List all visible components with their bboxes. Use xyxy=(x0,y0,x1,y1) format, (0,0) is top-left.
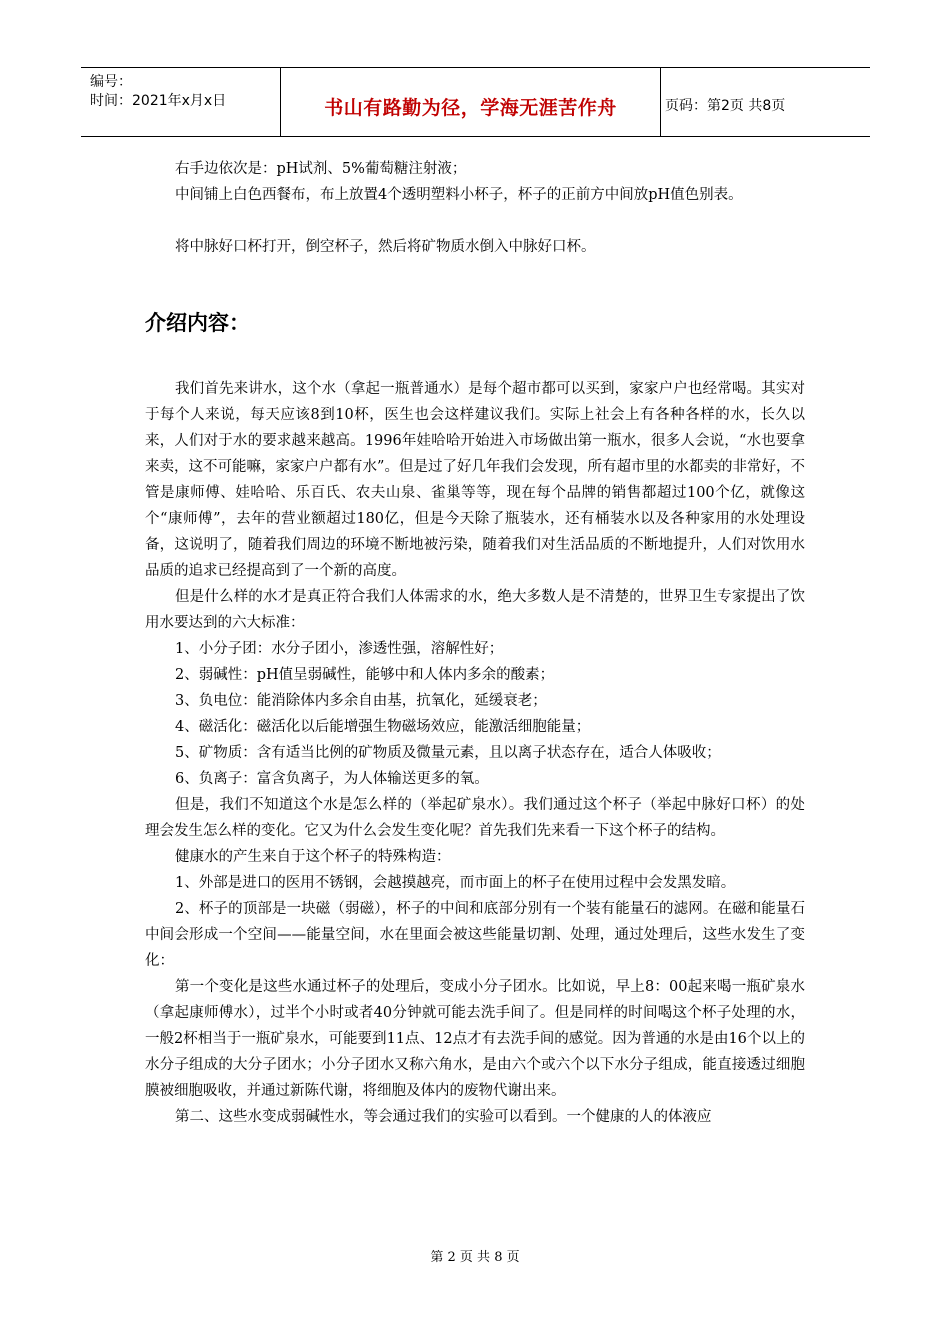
header-page-cell xyxy=(661,68,870,136)
body-paragraph: 3、负电位：能消除体内多余自由基，抗氧化，延缓衰老； xyxy=(175,693,547,709)
header-motto: 书山有路勤为径，学海无涯苦作舟 xyxy=(324,97,617,119)
intro-paragraph: 右手边依次是：pH试剂、5%葡萄糖注射液； xyxy=(175,161,467,177)
body-paragraph: 第二、这些水变成弱碱性水，等会通过我们的实验可以看到。一个健康的人的体液应 xyxy=(175,1109,712,1125)
body-paragraph: 但是什么样的水才是真正符合我们人体需求的水，绝大多数人是不清楚的，世界卫生专家提出了饮用水要达到的六大标准： xyxy=(145,589,805,631)
page-footer: 第 2 页 共 8 页 xyxy=(430,1250,520,1265)
body-paragraph: 1、小分子团：水分子团小，渗透性强，溶解性好； xyxy=(175,641,504,657)
body-paragraph: 2、杯子的顶部是一块磁（弱磁），杯子的中间和底部分别有一个装有能量石的滤网。在磁和能量石中间会形成一个空间——能量空间，水在里面会被这些能量切割、处理，通过处理后，这些水发生了变化： xyxy=(145,901,805,969)
page-header xyxy=(81,67,870,137)
header-meta-cell xyxy=(81,68,281,136)
body-paragraph: 6、负离子：富含负离子，为人体输送更多的氧。 xyxy=(175,771,489,787)
intro-paragraph: 中间铺上白色西餐布，布上放置4个透明塑料小杯子，杯子的正前方中间放pH值色别表。 xyxy=(175,187,743,203)
doc-number-label: 编号： xyxy=(90,74,132,90)
body-paragraphs xyxy=(145,376,805,1130)
document-body xyxy=(145,156,805,1130)
doc-time-label: 时间：2021年x月x日 xyxy=(90,93,227,109)
body-paragraph: 5、矿物质：含有适当比例的矿物质及微量元素，且以离子状态存在，适合人体吸收； xyxy=(175,745,721,761)
body-paragraph: 第一个变化是这些水通过杯子的处理后，变成小分子团水。比如说，早上8：00起来喝一瓶矿泉水（拿起康师傅水），过半个小时或者40分钟就可能去洗手间了。但是同样的时间喝这个杯子处理的水，一般2杯相当于一瓶矿泉水，可能要到11点、12点才有去洗手间的感觉。因为普通的水是由16个以上的水分子组成的大分子团水；小分子团水又称六角水，是由六个或六个以下水分子组成，能直接透过细胞膜被细胞吸收，并通过新陈代谢，将细胞及体内的废物代谢出来。 xyxy=(145,979,805,1099)
header-motto-cell xyxy=(281,68,661,136)
body-paragraph: 1、外部是进口的医用不锈钢，会越摸越亮，而市面上的杯子在使用过程中会发黑发暗。 xyxy=(175,875,736,891)
header-page-info: 页码：第2页 共8页 xyxy=(665,98,786,114)
body-paragraph: 但是，我们不知道这个水是怎么样的（举起矿泉水）。我们通过这个杯子（举起中脉好口杯）的处理会发生怎么样的变化。它又为什么会发生变化呢？首先我们先来看一下这个杯子的结构。 xyxy=(145,797,805,839)
pour-paragraph: 将中脉好口杯打开，倒空杯子，然后将矿物质水倒入中脉好口杯。 xyxy=(175,239,596,255)
body-paragraph: 我们首先来讲水，这个水（拿起一瓶普通水）是每个超市都可以买到，家家户户也经常喝。其实对于每个人来说，每天应该8到10杯，医生也会这样建议我们。实际上社会上有各种各样的水，长久以来，人们对于水的要求越来越高。1996年娃哈哈开始进入市场做出第一瓶水，很多人会说，“水也要拿来卖，这不可能嘛，家家户户都有水”。但是过了好几年我们会发现，所有超市里的水都卖的非常好，不管是康师傅、娃哈哈、乐百氏、农夫山泉、雀巢等等，现在每个品牌的销售都超过100个亿，就像这个“康师傅”，去年的营业额超过180亿，但是今天除了瓶装水，还有桶装水以及各种家用的水处理设备，这说明了，随着我们周边的环境不断地被污染，随着我们对生活品质的不断地提升，人们对饮用水品质的追求已经提高到了一个新的高度。 xyxy=(145,381,805,579)
section-title: 介绍内容： xyxy=(145,311,250,335)
body-paragraph: 健康水的产生来自于这个杯子的特殊构造： xyxy=(175,849,451,865)
body-paragraph: 4、磁活化：磁活化以后能增强生物磁场效应，能激活细胞能量； xyxy=(175,719,591,735)
body-paragraph: 2、弱碱性：pH值呈弱碱性，能够中和人体内多余的酸素； xyxy=(175,667,555,683)
